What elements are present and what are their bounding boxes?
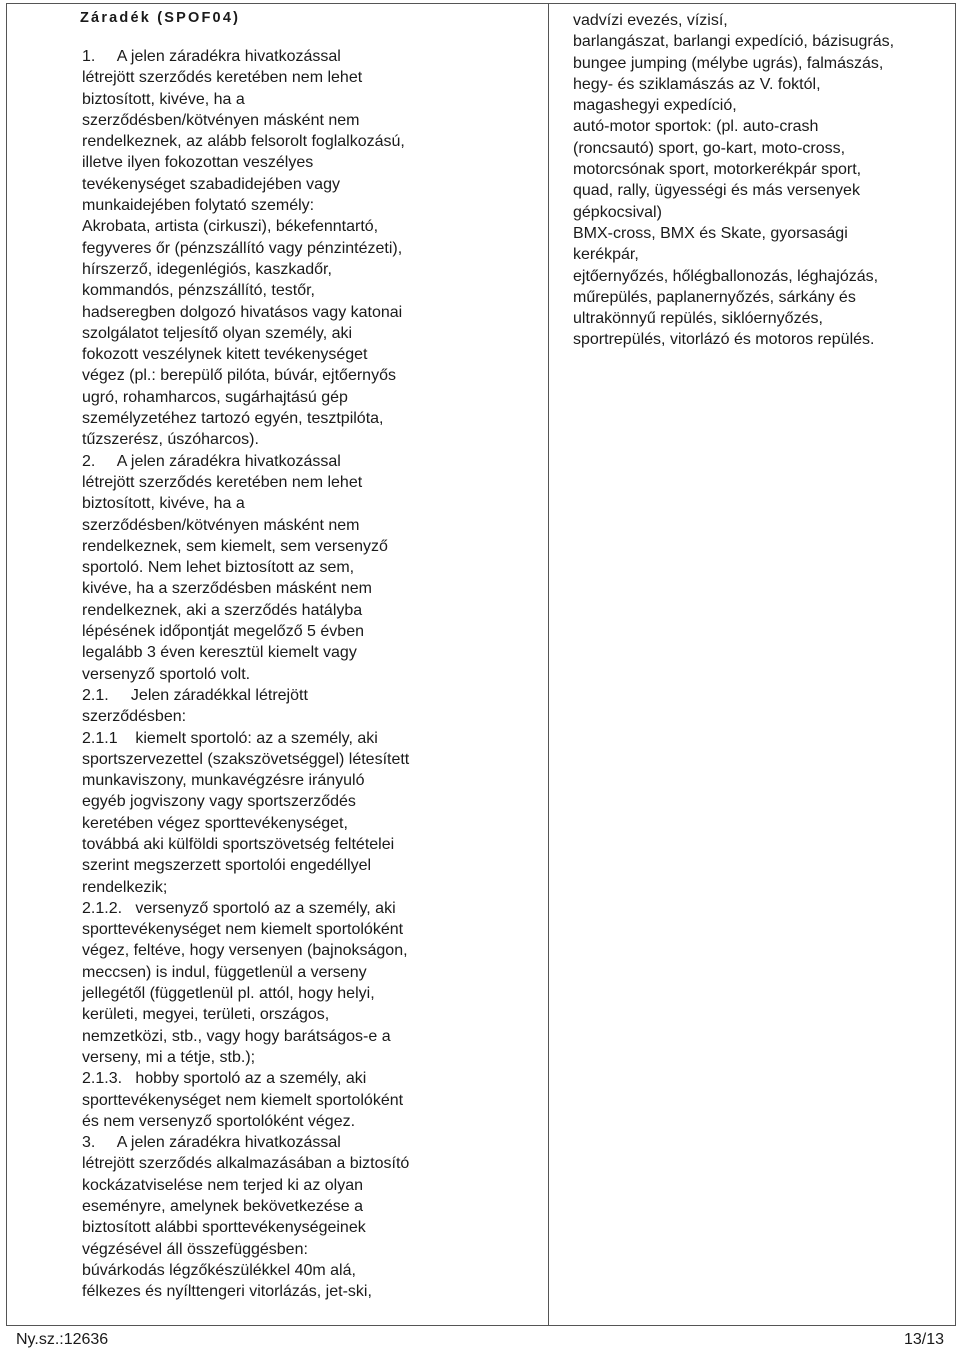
text-line: Akrobata, artista (cirkuszi), békefenntartó, [82, 218, 379, 236]
footer-page-number: 13/13 [903, 1331, 944, 1348]
text-line: 3. A jelen záradékra hivatkozással [82, 1134, 341, 1152]
text-line: gépkocsival) [573, 203, 662, 221]
text-line: szolgálatot teljesítő olyan személy, aki [82, 324, 353, 342]
text-line: 2.1.3. hobby sportoló az a személy, aki [82, 1070, 367, 1088]
text-line: létrejött szerződés alkalmazásában a biztosító [82, 1155, 410, 1173]
text-line: rendelkeznek, az alább felsorolt foglalkozású, [82, 133, 405, 151]
text-line: szerződésben: [82, 708, 187, 726]
text-line: tevékenységet szabadidejében vagy [82, 175, 340, 193]
text-line: nemzetközi, stb., vagy hogy barátságos-e a [82, 1027, 391, 1045]
text-line: félkezes és nyílttengeri vitorlázás, jet-ski, [82, 1283, 372, 1301]
text-line: 2.1. Jelen záradékkal létrejött [82, 686, 308, 704]
text-line: 2.1.2. versenyző sportoló az a személy, aki [82, 899, 396, 917]
text-line: eseményre, amelynek bekövetkezése a [82, 1198, 364, 1216]
text-line: motorcsónak sport, motorkerékpár sport, [573, 161, 862, 179]
text-line: magashegyi expedíció, [573, 97, 737, 115]
text-line: végzésével áll összefüggésben: [82, 1240, 308, 1258]
text-line: ugró, rohamharcos, sugárhajtású gép [82, 388, 348, 406]
text-line: kerékpár, [573, 246, 639, 264]
text-line: biztosított, kivéve, ha a [82, 90, 245, 108]
text-line: verseny, mi a tétje, stb.); [82, 1048, 256, 1066]
text-line: hegy- és sziklamászás az V. foktól, [573, 75, 821, 93]
text-line: rendelkeznek, aki a szerződés hatályba [82, 601, 363, 619]
text-line: egyéb jogviszony vagy sportszerződés [82, 793, 356, 811]
document-title: Záradék (SPOF04) [80, 10, 241, 26]
text-line: kerületi, megyei, területi, országos, [82, 1006, 330, 1024]
text-line: sporttevékenységet nem kiemelt sportolóként [82, 1091, 404, 1109]
text-line: munkaidejében folytató személy: [82, 197, 315, 215]
text-line: illetve ilyen fokozottan veszélyes [82, 154, 314, 172]
text-line: lépésének időpontját megelőző 5 évben [82, 623, 364, 641]
text-line: sportrepülés, vitorlázó és motoros repülés. [573, 331, 875, 349]
column-divider [548, 3, 549, 1326]
text-line: és nem versenyző sportolóként végez. [82, 1112, 356, 1130]
text-line: ejtőernyőzés, hőlégballonozás, léghajózás, [573, 267, 879, 285]
text-line: hírszerző, idegenlégiós, kaszkadőr, [82, 260, 332, 278]
text-line: kivéve, ha a szerződésben másként nem [82, 580, 372, 598]
text-line: végez, feltéve, hogy versenyen (bajnokságon, [82, 942, 408, 960]
text-line: BMX-cross, BMX és Skate, gyorsasági [573, 224, 848, 242]
text-line: biztosított, kivéve, ha a [82, 495, 245, 513]
text-line: szerint megszerzett sportolói engedéllyel [82, 857, 372, 875]
text-line: végez (pl.: berepülő pilóta, búvár, ejtőernyős [82, 367, 396, 385]
text-line: 1. A jelen záradékra hivatkozással [82, 48, 341, 65]
text-line: kommandós, pénzszállító, testőr, [82, 282, 315, 300]
text-line: létrejött szerződés keretében nem lehet [82, 473, 363, 491]
text-line: rendelkeznek, sem kiemelt, sem versenyző [82, 537, 388, 555]
text-line: 2. A jelen záradékra hivatkozással [82, 452, 341, 470]
text-line: fokozott veszélynek kitett tevékenységet [82, 346, 368, 364]
text-line: versenyző sportoló volt. [82, 665, 251, 683]
text-line: műrepülés, paplanernyőzés, sárkány és [573, 288, 856, 306]
right-column [573, 10, 943, 351]
text-line: barlangászat, barlangi expedíció, bázisugrás, [573, 33, 895, 51]
text-line: munkaviszony, munkavégzésre irányuló [82, 772, 365, 790]
text-line: fegyveres őr (pénzszállító vagy pénzintézeti), [82, 239, 403, 257]
text-line: szerződésben/kötvényen másként nem [82, 516, 360, 534]
text-line: vadvízi evezés, vízisí, [573, 12, 728, 29]
text-line: autó-motor sportok: (pl. auto-crash [573, 118, 819, 136]
text-line: búvárkodás légzőkészülékkel 40m alá, [82, 1261, 356, 1279]
text-line: sporttevékenységet nem kiemelt sportolóként [82, 921, 404, 939]
text-line: bungee jumping (mélybe ugrás), falmászás, [573, 54, 884, 72]
text-line: létrejött szerződés keretében nem lehet [82, 69, 363, 87]
text-line: szerződésben/kötvényen másként nem [82, 111, 360, 129]
text-line: biztosított alábbi sporttevékenységeinek [82, 1219, 366, 1237]
text-line: 2.1.1 kiemelt sportoló: az a személy, aki [82, 729, 378, 747]
text-line: sportszervezettel (szakszövetséggel) létesített [82, 750, 410, 768]
text-line: tűzszerész, úszóharcos). [82, 431, 259, 449]
text-line: hadseregben dolgozó hivatásos vagy katonai [82, 303, 403, 321]
text-line: quad, rally, ügyességi és más versenyek [573, 182, 860, 200]
text-line: legalább 3 éven keresztül kiemelt vagy [82, 644, 357, 662]
text-line: meccsen) is indul, függetlenül a verseny [82, 963, 367, 981]
text-line: (roncsautó) sport, go-kart, moto-cross, [573, 139, 846, 157]
footer-doc-number: Ny.sz.:12636 [16, 1331, 109, 1348]
text-line: személyzetéhez tartozó egyén, tesztpilóta, [82, 410, 384, 428]
text-line: kockázatviselése nem terjed ki az olyan [82, 1176, 364, 1194]
text-line: továbbá aki külföldi sportszövetség feltételei [82, 835, 395, 853]
text-line: sportoló. Nem lehet biztosított az sem, [82, 559, 355, 577]
text-line: ultrakönnyű repülés, siklóernyőzés, [573, 310, 823, 328]
text-line: keretében végez sporttevékenységet, [82, 814, 348, 832]
left-column [82, 46, 532, 1303]
text-line: rendelkezik; [82, 878, 168, 896]
text-line: jellegétől (függetlenül pl. attól, hogy helyi, [82, 985, 375, 1003]
